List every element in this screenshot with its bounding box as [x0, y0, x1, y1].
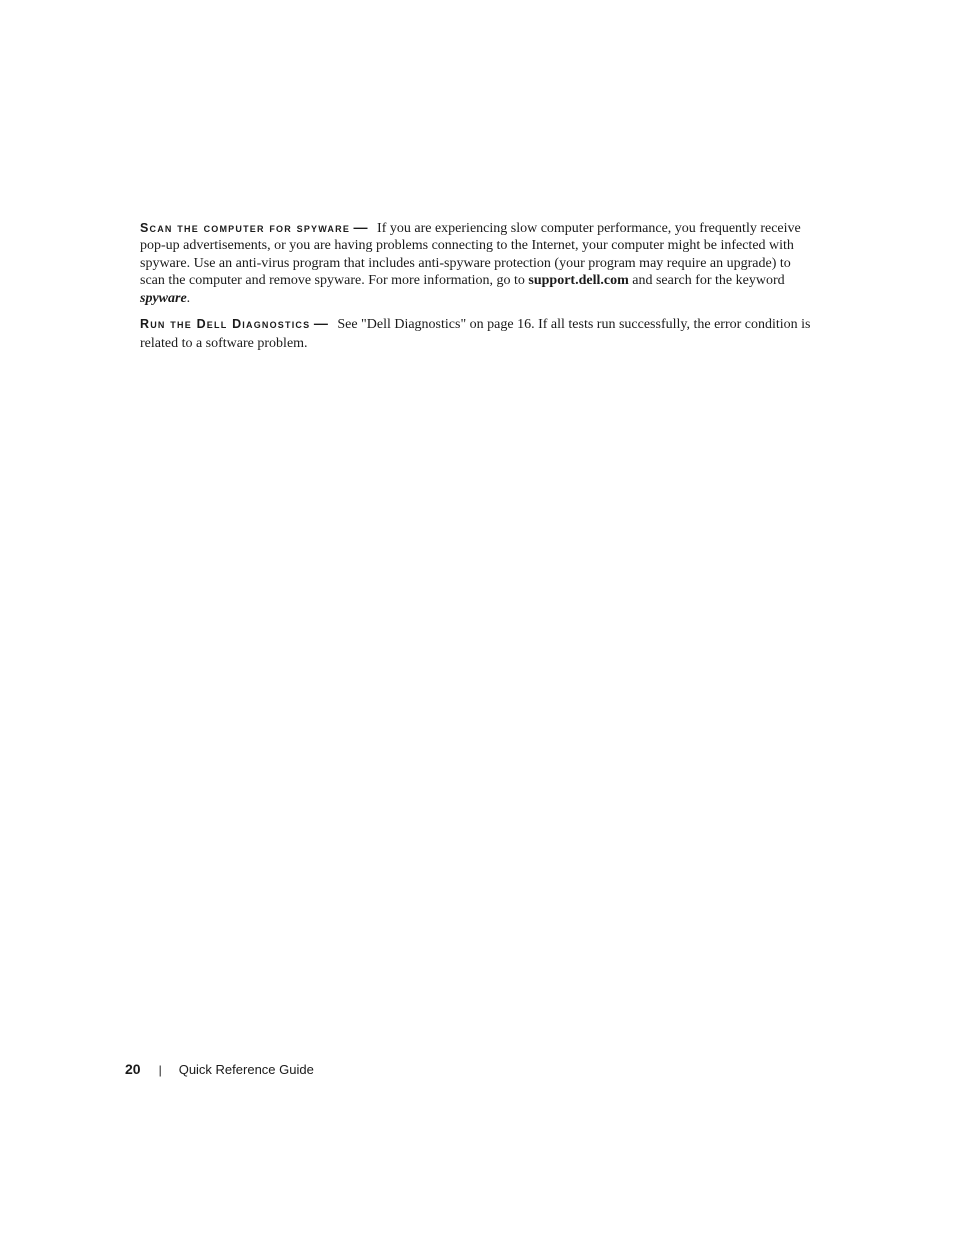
spyware-paragraph	[140, 219, 812, 307]
page-footer	[125, 1061, 314, 1077]
diagnostics-body-text: See "Dell Diagnostics" on page 16. If all tests run successfully, the error condition is related to a software problem.	[140, 317, 811, 352]
main-content	[140, 219, 812, 360]
spyware-heading: Scan the computer for spyware	[140, 221, 351, 235]
spyware-body-text: If you are experiencing slow computer performance, you frequently receive pop-up advertisements, or you are having problems connecting to the Internet, your computer might be infected with spyware. Use an anti-virus program that includes anti-spyware protection (your program may require an upgrade) to scan the computer and remove spyware. For more information, go to	[140, 221, 801, 289]
spyware-keyword: spyware	[140, 290, 187, 306]
guide-title: Quick Reference Guide	[178, 1061, 314, 1077]
spyware-body-middle: and search for the keyword	[628, 273, 785, 289]
spyware-heading-dash: —	[353, 219, 368, 235]
diagnostics-heading-dash: —	[313, 315, 328, 332]
support-link[interactable]: support.dell.com	[528, 273, 629, 289]
footer-separator: |	[158, 1063, 162, 1077]
diagnostics-paragraph	[140, 314, 812, 353]
spyware-body-end: .	[186, 290, 191, 306]
page-number: 20	[125, 1061, 141, 1077]
diagnostics-heading: Run the Dell Diagnostics	[140, 317, 311, 332]
